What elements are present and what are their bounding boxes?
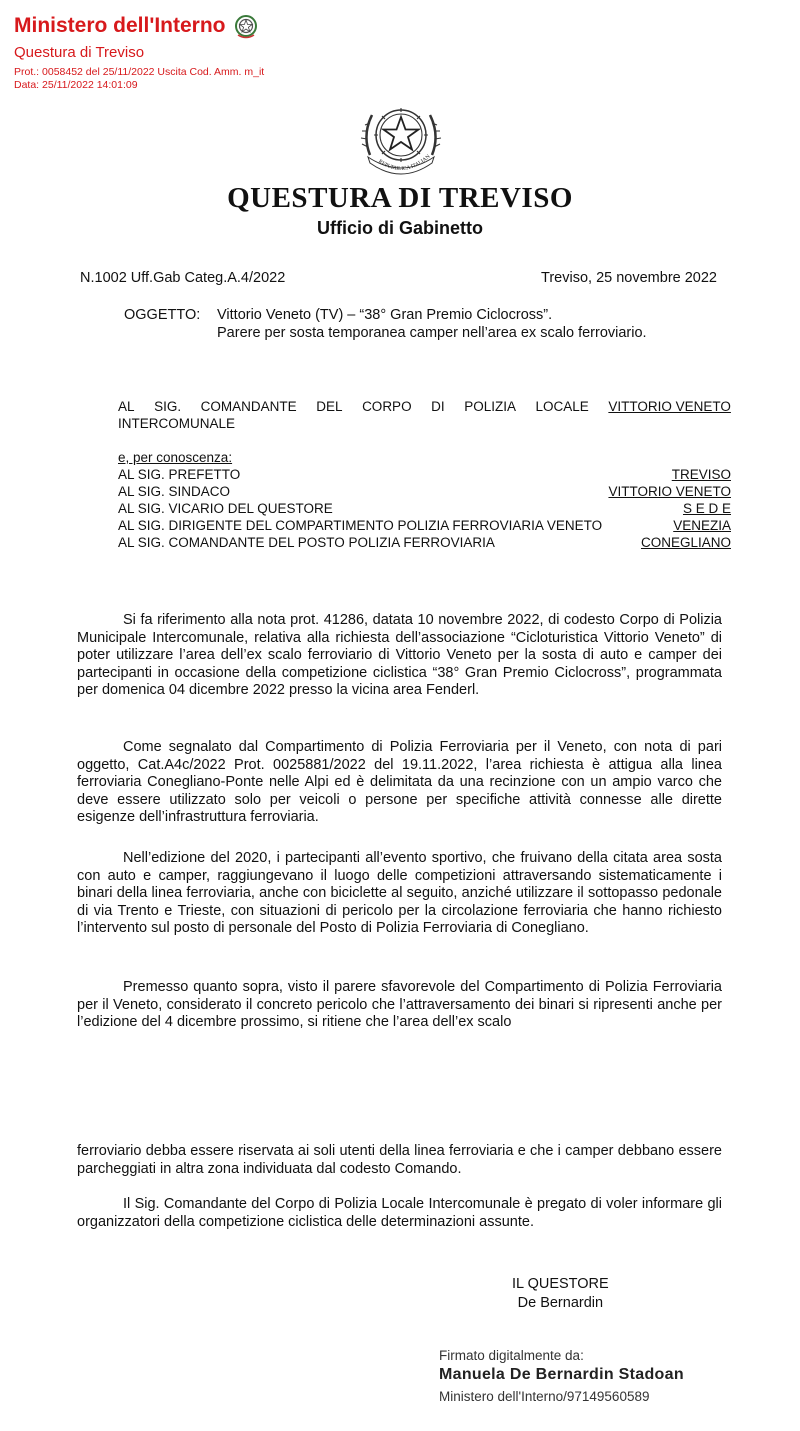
- emblem-small-icon: [234, 13, 258, 39]
- reference-line: [80, 270, 717, 286]
- signature-block: [512, 1275, 609, 1313]
- cc-to: AL SIG. COMANDANTE DEL POSTO POLIZIA FERROVIARIA: [118, 535, 495, 550]
- stamp-date: Data: 25/11/2022 14:01:09: [14, 79, 138, 91]
- recipient-word: AL: [118, 399, 135, 414]
- cc-place: S E D E: [682, 501, 731, 516]
- cc-item: [118, 534, 731, 551]
- digital-signature-org: Ministero dell'Interno/97149560589: [439, 1389, 650, 1404]
- recipient-word: CORPO: [362, 399, 412, 414]
- cc-to: AL SIG. SINDACO: [118, 484, 231, 499]
- cc-list: [118, 449, 731, 551]
- cc-item: [118, 517, 731, 534]
- cc-place: VENEZIA: [673, 518, 731, 533]
- recipient-word: DI: [431, 399, 445, 414]
- signature-role: IL QUESTORE: [512, 1276, 609, 1292]
- paragraph-1: [77, 612, 722, 700]
- cc-item: [118, 500, 731, 517]
- stamp-office: Questura di Treviso: [14, 44, 145, 61]
- paragraph-3-text: Nell’edizione del 2020, i partecipanti all’evento sportivo, che fruivano della citata area sosta con auto e camper, raggiungevano il luogo delle competizioni attraversando sistematicamente i binari della linea ferroviaria, anche con biciclette al seguito, anziché utilizzare il sottopasso pedonale di via Trento e Trieste, con situazioni di pericolo per la circolazione ferroviaria che hanno richiesto l’intervento sul posto di personale del Posto di Polizia Ferroviaria di Conegliano.: [77, 850, 722, 937]
- cc-place: CONEGLIANO: [640, 535, 731, 550]
- subject-label: OGGETTO:: [124, 307, 201, 323]
- subject: [124, 306, 647, 342]
- cc-heading: e, per conoscenza:: [118, 450, 233, 465]
- paragraph-6-text: Il Sig. Comandante del Corpo di Polizia Locale Intercomunale è pregato di voler informare gli organizzatori della competizione ciclistica delle determinazioni assunte.: [77, 1196, 722, 1230]
- digital-signature-signer: Manuela De Bernardin Stadoan: [439, 1366, 684, 1383]
- stamp-protocol: Prot.: 0058452 del 25/11/2022 Uscita Cod. Amm. m_it: [14, 66, 265, 78]
- reference-number: N.1002 Uff.Gab Categ.A.4/2022: [80, 270, 286, 286]
- paragraph-6: [77, 1196, 722, 1231]
- recipient-place: VITTORIO VENETO: [608, 399, 731, 414]
- cc-item: [118, 466, 731, 483]
- paragraph-2-text: Come segnalato dal Compartimento di Polizia Ferroviaria per il Veneto, con nota di pari oggetto, Cat.A4c/2022 Prot. 0025881/2022 del 19.11.2022, l’area richiesta è attigua alla linea ferroviaria Conegliano-Ponte nelle Alpi ed è delimitata da una recinzione con un ampio varco che deve essere utilizzato solo per veicoli o persone per specifiche attività connesse alle dirette esigenze dell’infrastruttura ferroviaria.: [77, 739, 722, 826]
- recipient-word: POLIZIA: [464, 399, 516, 414]
- paragraph-2: [77, 739, 722, 827]
- stamp-ministry-text: Ministero dell'Interno: [14, 14, 226, 37]
- cc-to: AL SIG. DIRIGENTE DEL COMPARTIMENTO POLIZIA FERROVIARIA VENETO: [118, 518, 603, 533]
- paragraph-1-text: Si fa riferimento alla nota prot. 41286, datata 10 novembre 2022, di codesto Corpo di Polizia Municipale Intercomunale, relativa alla richiesta dell’associazione “Cicloturistica Vittorio Veneto” di poter utilizzare l’area dell’ex scalo ferroviario di Vittorio Veneto per la sosta di auto e camper dei partecipanti in occasione della competizione ciclistica “38° Gran Premio Ciclocross”, programmata per domenica 04 dicembre 2022 presso la vicina area Fenderl.: [77, 612, 722, 699]
- signature-name: De Bernardin: [517, 1295, 604, 1311]
- paragraph-3: [77, 850, 722, 938]
- paragraph-4-text: Premesso quanto sopra, visto il parere sfavorevole del Compartimento di Polizia Ferroviaria per il Veneto, considerato il concreto pericolo che l’attraversamento dei binari si ripresenti anche per l’edizione del 4 dicembre prossimo, si ritiene che l’area dell’ex scalo: [77, 979, 722, 1031]
- recipient-word: COMANDANTE: [200, 399, 297, 414]
- office-title: QUESTURA DI TREVISO: [227, 182, 573, 214]
- paragraph-5: ferroviario debba essere riservata ai soli utenti della linea ferroviaria e che i camper debbano essere parcheggiati in altra zona individuata dal codesto Comando.: [77, 1143, 722, 1177]
- emblem-text: REPUBBLICA ITALIAN: [377, 153, 432, 173]
- cc-place: VITTORIO VENETO: [608, 484, 731, 499]
- place-date: Treviso, 25 novembre 2022: [541, 270, 717, 286]
- office-subtitle: Ufficio di Gabinetto: [317, 218, 483, 238]
- stamp-ministry: [14, 13, 258, 39]
- recipient-word: LOCALE: [535, 399, 589, 414]
- subject-line2: Parere per sosta temporanea camper nell’area ex scalo ferroviario.: [217, 325, 647, 341]
- cc-to: AL SIG. VICARIO DEL QUESTORE: [118, 501, 333, 516]
- cc-item: [118, 483, 731, 500]
- cc-to: AL SIG. PREFETTO: [118, 467, 241, 482]
- recipient-word: DEL: [316, 399, 343, 414]
- recipient-word: SIG.: [154, 399, 182, 414]
- subject-line1: Vittorio Veneto (TV) – “38° Gran Premio Ciclocross”.: [217, 307, 553, 323]
- paragraph-4: [77, 979, 722, 1032]
- digital-signature-label: Firmato digitalmente da:: [439, 1348, 584, 1363]
- republic-emblem-icon: [358, 95, 444, 181]
- recipient-line2: INTERCOMUNALE: [118, 416, 236, 431]
- recipient: [118, 398, 731, 432]
- cc-place: TREVISO: [671, 467, 731, 482]
